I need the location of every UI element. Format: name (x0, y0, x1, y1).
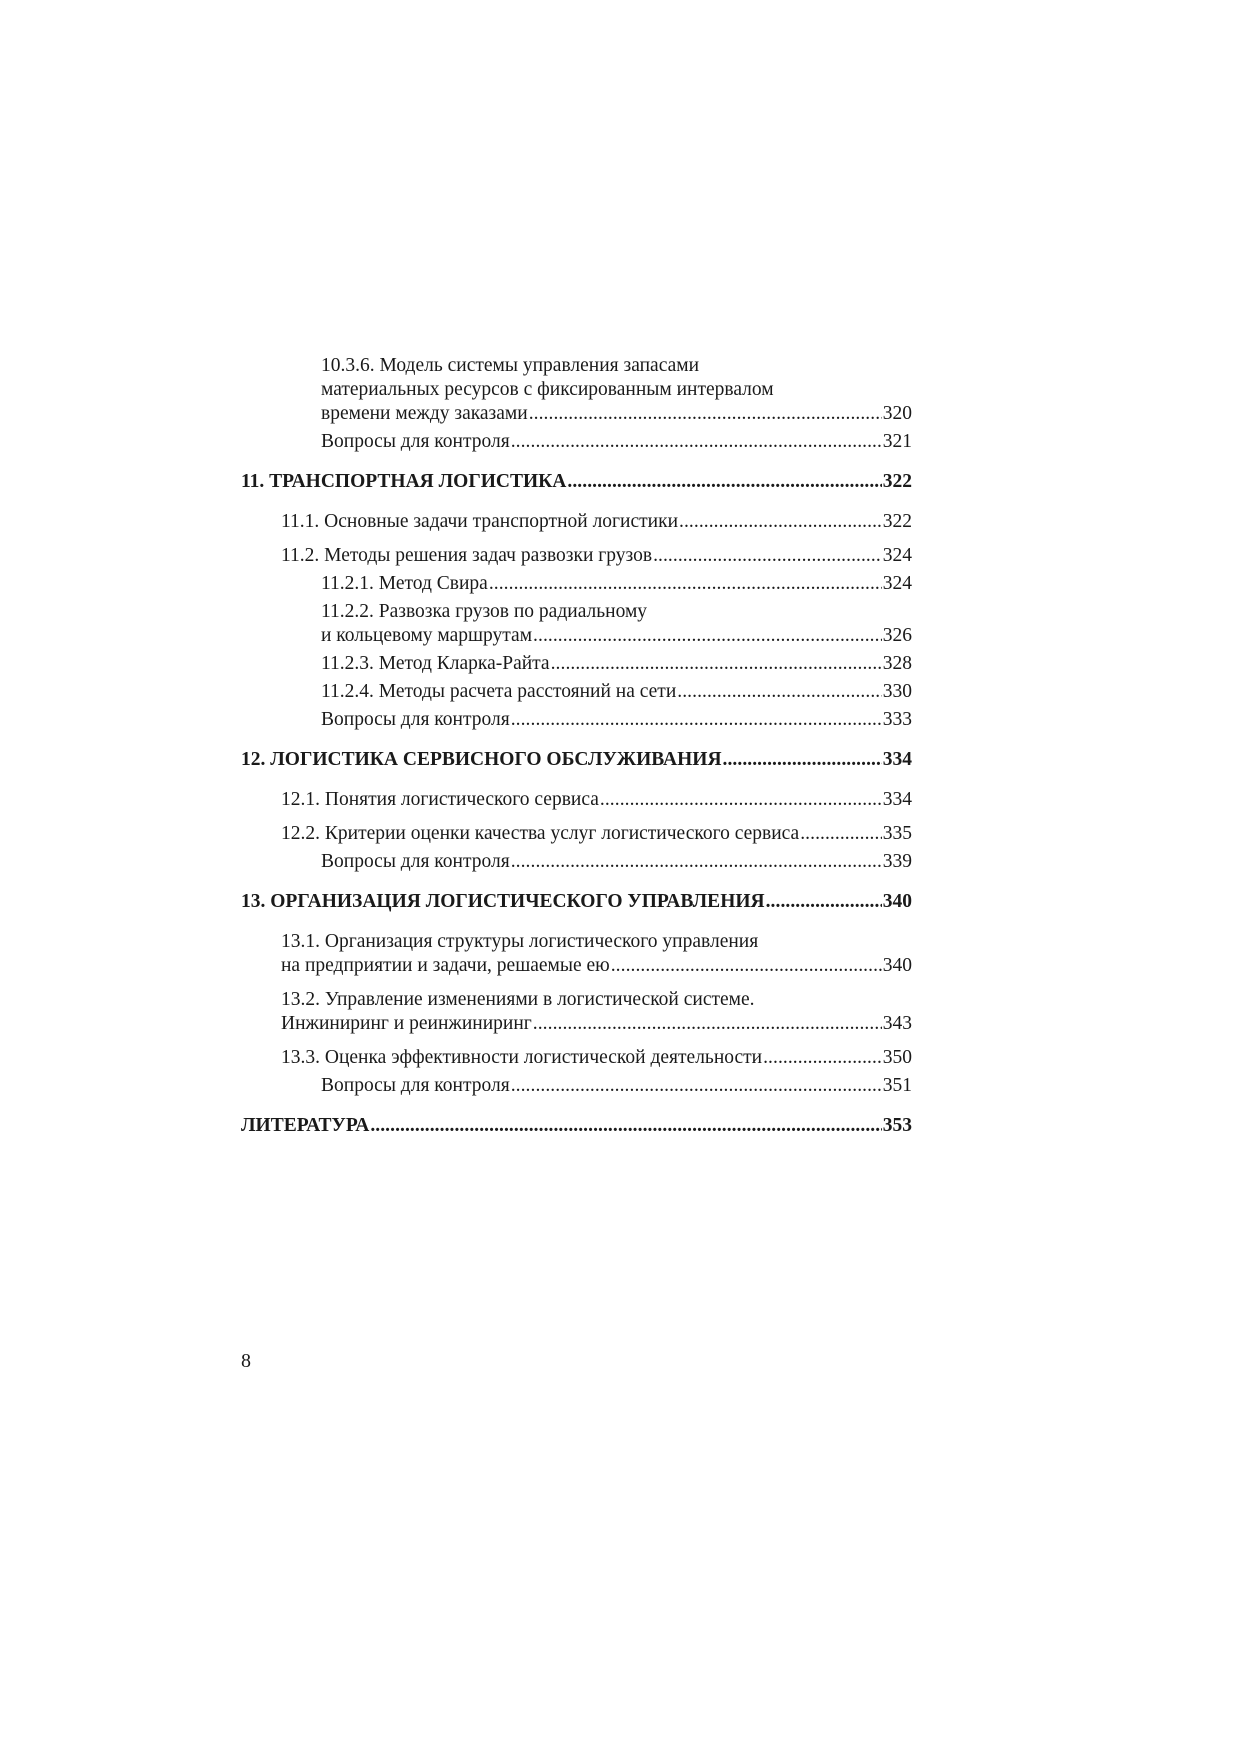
toc-entry-last-line (281, 1012, 912, 1036)
toc-page-number: 340 (882, 955, 912, 976)
toc-entry-title: материальных ресурсов с фиксированным интервалом (321, 379, 774, 400)
toc-entry-title: времени между заказами (321, 403, 528, 424)
toc-chapter (241, 470, 912, 494)
toc-entry-title: и кольцевому маршрутам (321, 625, 533, 646)
toc-page-number: 333 (882, 709, 912, 730)
dot-leader (511, 708, 882, 732)
toc-entry-title: 11.2.3. Метод Кларка-Райта (321, 653, 550, 674)
toc-entry (241, 788, 912, 812)
toc-page-number: 334 (882, 749, 912, 770)
dot-leader (511, 1074, 882, 1098)
toc-entry-last-line (241, 1114, 912, 1138)
dot-leader (533, 624, 882, 648)
toc-entry-title: 11.1. Основные задачи транспортной логистики (281, 511, 679, 532)
toc-entry-line (281, 988, 912, 1012)
dot-leader (370, 1114, 881, 1138)
toc-page-number: 322 (882, 511, 912, 532)
toc-entry-line (321, 354, 912, 378)
toc-entry-last-line (321, 680, 912, 704)
toc-entry-last-line (281, 822, 912, 846)
toc-entry (241, 1046, 912, 1070)
toc-entry-title: 13.3. Оценка эффективности логистической деятельности (281, 1047, 763, 1068)
dot-leader (511, 850, 882, 874)
dot-leader (653, 544, 882, 568)
dot-leader (800, 822, 882, 846)
toc-page-number: 324 (882, 545, 912, 566)
toc-page-number: 321 (882, 431, 912, 452)
dot-leader (511, 430, 882, 454)
toc-entry-title: Вопросы для контроля (321, 851, 510, 872)
dot-leader (489, 572, 882, 596)
toc-entry-last-line (241, 890, 912, 914)
toc-entry (241, 680, 912, 704)
toc-entry-last-line (321, 850, 912, 874)
toc-page-number: 322 (882, 471, 912, 492)
toc-chapter (241, 890, 912, 914)
toc-entry-title: ЛИТЕРАТУРА (241, 1115, 370, 1136)
toc-chapter (241, 748, 912, 772)
toc-entry-title: Вопросы для контроля (321, 1075, 510, 1096)
toc-entry-title: 12. ЛОГИСТИКА СЕРВИСНОГО ОБСЛУЖИВАНИЯ (241, 749, 722, 770)
toc-entry (241, 600, 912, 648)
dot-leader (611, 954, 882, 978)
toc-entry-last-line (281, 510, 912, 534)
table-of-contents (241, 354, 912, 1138)
toc-entry-title: 13.2. Управление изменениями в логистической системе. (281, 989, 755, 1010)
toc-entry-title: Инжиниринг и реинжиниринг (281, 1013, 532, 1034)
dot-leader (763, 1046, 882, 1070)
toc-entry (241, 652, 912, 676)
toc-entry-line (321, 378, 912, 402)
toc-entry (241, 988, 912, 1036)
toc-entry-title: на предприятии и задачи, решаемые ею (281, 955, 610, 976)
dot-leader (679, 510, 882, 534)
toc-entry (241, 708, 912, 732)
toc-entry-last-line (321, 572, 912, 596)
toc-page-number: 334 (882, 789, 912, 810)
toc-page-number: 350 (882, 1047, 912, 1068)
toc-entry-title: Вопросы для контроля (321, 431, 510, 452)
toc-entry (241, 430, 912, 454)
toc-entry-title: 11.2.2. Развозка грузов по радиальному (321, 601, 648, 622)
dot-leader (533, 1012, 882, 1036)
toc-page-number: 351 (882, 1075, 912, 1096)
toc-entry-last-line (321, 430, 912, 454)
toc-entry-title: 11.2.4. Методы расчета расстояний на сети (321, 681, 677, 702)
dot-leader (600, 788, 882, 812)
toc-entry-title: 11. ТРАНСПОРТНАЯ ЛОГИСТИКА (241, 471, 567, 492)
toc-page-number: 339 (882, 851, 912, 872)
toc-entry-title: Вопросы для контроля (321, 709, 510, 730)
dot-leader (677, 680, 881, 704)
toc-entry (241, 510, 912, 534)
toc-page-number: 330 (882, 681, 912, 702)
page-number: 8 (241, 1350, 251, 1372)
toc-entry-last-line (321, 402, 912, 426)
toc-entry-title: 12.2. Критерии оценки качества услуг логистического сервиса (281, 823, 800, 844)
toc-page-number: 335 (882, 823, 912, 844)
toc-page-number: 340 (882, 891, 912, 912)
toc-page-number: 324 (882, 573, 912, 594)
toc-page-number: 343 (882, 1013, 912, 1034)
toc-entry-title: 13.1. Организация структуры логистического управления (281, 931, 759, 952)
toc-entry-title: 11.2. Методы решения задач развозки грузов (281, 545, 653, 566)
toc-entry-line (281, 930, 912, 954)
toc-entry-last-line (321, 652, 912, 676)
dot-leader (551, 652, 882, 676)
toc-entry-title: 11.2.1. Метод Свира (321, 573, 488, 594)
toc-entry-line (321, 600, 912, 624)
toc-entry-last-line (281, 544, 912, 568)
toc-entry-last-line (281, 954, 912, 978)
toc-entry (241, 572, 912, 596)
dot-leader (723, 748, 882, 772)
toc-entry (241, 1074, 912, 1098)
dot-leader (529, 402, 882, 426)
toc-entry-last-line (241, 470, 912, 494)
toc-entry (241, 354, 912, 426)
toc-entry-last-line (281, 788, 912, 812)
toc-entry (241, 544, 912, 568)
toc-entry-title: 12.1. Понятия логистического сервиса (281, 789, 599, 810)
toc-entry-last-line (321, 708, 912, 732)
toc-entry-title: 13. ОРГАНИЗАЦИЯ ЛОГИСТИЧЕСКОГО УПРАВЛЕНИЯ (241, 891, 765, 912)
toc-entry (241, 930, 912, 978)
toc-entry-last-line (281, 1046, 912, 1070)
toc-chapter (241, 1114, 912, 1138)
toc-page-number: 353 (882, 1115, 912, 1136)
toc-entry-last-line (321, 1074, 912, 1098)
toc-entry-title: 10.3.6. Модель системы управления запасами (321, 355, 700, 376)
toc-entry-last-line (321, 624, 912, 648)
toc-page-number: 320 (882, 403, 912, 424)
toc-entry-last-line (241, 748, 912, 772)
toc-page-number: 326 (882, 625, 912, 646)
toc-page-number: 328 (882, 653, 912, 674)
toc-entry (241, 850, 912, 874)
toc-entry (241, 822, 912, 846)
dot-leader (567, 470, 881, 494)
dot-leader (766, 890, 882, 914)
